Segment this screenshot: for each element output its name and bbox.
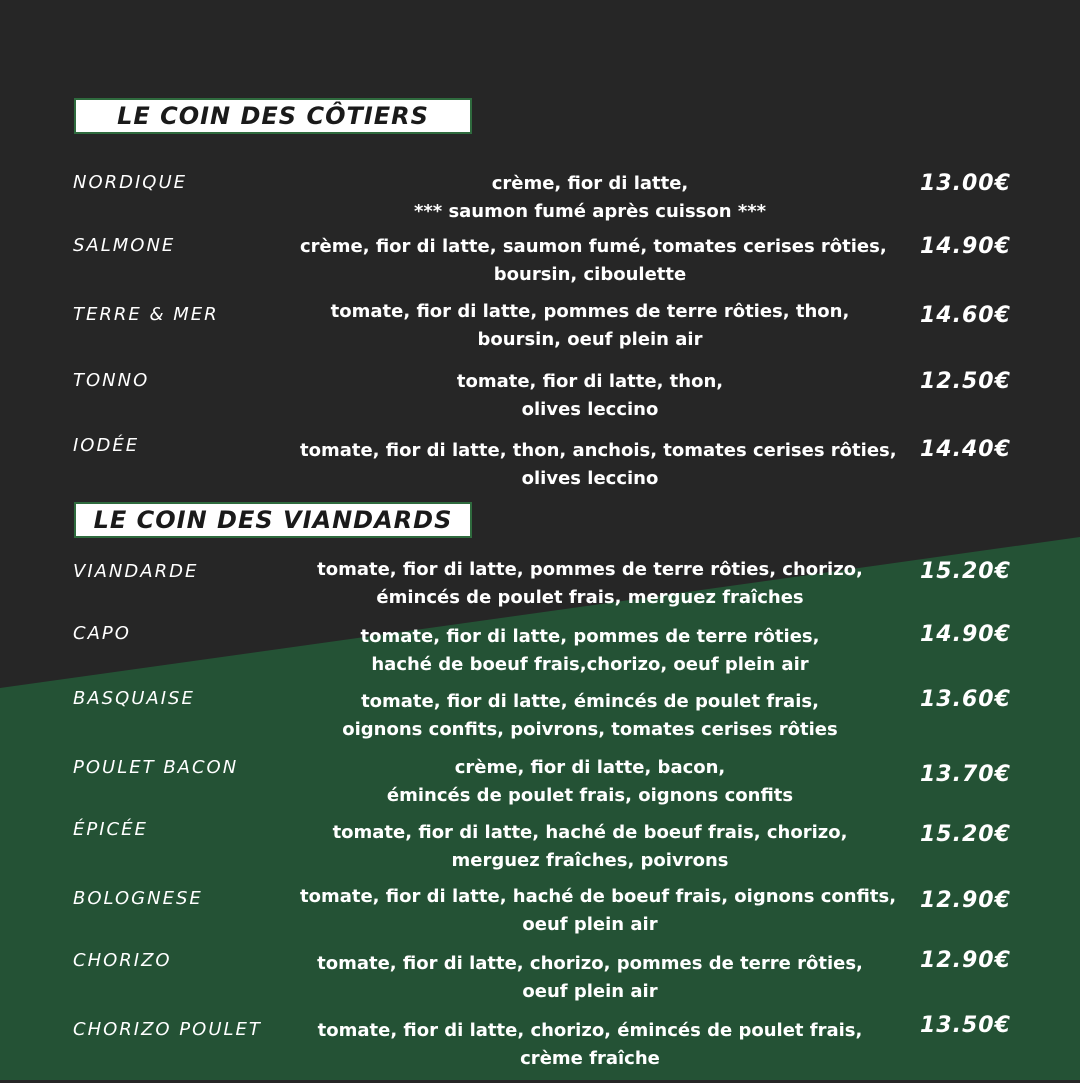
item-description: tomate, fior di latte, pommes de terre rôties, haché de boeuf frais,chorizo, oeuf plein air (360, 626, 820, 675)
item-price: 14.90€ (920, 622, 1011, 647)
item-name: TERRE & MER (73, 304, 219, 325)
menu-item-chorizo-poulet (0, 1013, 1080, 1083)
item-price: 15.20€ (920, 559, 1011, 584)
item-name: ÉPICÉE (73, 819, 148, 840)
item-name: VIANDARDE (73, 561, 199, 582)
menu-item-poulet-bacon (0, 754, 1080, 820)
menu-item-capo (0, 623, 1080, 689)
menu-item-basquaise (0, 688, 1080, 754)
item-name: CHORIZO POULET (73, 1019, 262, 1040)
item-price: 13.00€ (920, 171, 1011, 196)
menu-item-terre-mer (0, 298, 1080, 364)
item-price: 13.50€ (920, 1013, 1011, 1038)
section-title-cotiers: LE COIN DES CÔTIERS (74, 98, 472, 134)
menu-item-viandarde (0, 556, 1080, 622)
item-description: tomate, fior di latte, chorizo, pommes de terre rôties, oeuf plein air (317, 953, 863, 1002)
item-description: tomate, fior di latte, haché de boeuf frais, chorizo, merguez fraîches, poivrons (332, 822, 848, 871)
item-description: tomate, fior di latte, haché de boeuf frais, oignons confits, oeuf plein air (300, 886, 897, 935)
item-price: 12.90€ (920, 888, 1011, 913)
section-title-viandards: LE COIN DES VIANDARDS (74, 502, 472, 538)
item-price: 14.40€ (920, 437, 1011, 462)
item-name: NORDIQUE (73, 172, 188, 193)
item-price: 13.60€ (920, 687, 1011, 712)
item-name: POULET BACON (73, 757, 239, 778)
item-name: CAPO (73, 623, 131, 644)
menu-item-iodee (0, 437, 1080, 503)
menu-item-tonno (0, 368, 1080, 434)
menu-item-chorizo (0, 950, 1080, 1016)
item-description: tomate, fior di latte, émincés de poulet frais, oignons confits, poivrons, tomates cerises rôties (342, 691, 838, 740)
item-name: SALMONE (73, 235, 176, 256)
item-description: tomate, fior di latte, pommes de terre rôties, chorizo, émincés de poulet frais, merguez fraîches (317, 559, 863, 608)
menu-item-bolognese (0, 883, 1080, 949)
item-description: tomate, fior di latte, thon, olives leccino (456, 371, 724, 420)
item-price: 15.20€ (920, 822, 1011, 847)
menu-item-salmone (0, 233, 1080, 299)
item-price: 14.60€ (920, 303, 1011, 328)
menu-item-epicee (0, 819, 1080, 885)
item-description: crème, fior di latte, *** saumon fumé après cuisson *** (413, 173, 767, 222)
item-price: 12.90€ (920, 948, 1011, 973)
item-name: CHORIZO (73, 950, 172, 971)
item-name: BASQUAISE (73, 688, 195, 709)
item-description: crème, fior di latte, saumon fumé, tomates cerises rôties, boursin, ciboulette (300, 236, 887, 285)
item-price: 13.70€ (920, 762, 1011, 787)
item-name: IODÉE (73, 435, 140, 456)
item-description: crème, fior di latte, bacon, émincés de poulet frais, oignons confits (386, 757, 794, 806)
item-name: TONNO (73, 370, 150, 391)
item-description: tomate, fior di latte, pommes de terre rôties, thon, boursin, oeuf plein air (330, 301, 850, 350)
item-description: tomate, fior di latte, thon, anchois, tomates cerises rôties, olives leccino (300, 440, 897, 489)
item-price: 12.50€ (920, 369, 1011, 394)
item-name: BOLOGNESE (73, 888, 203, 909)
item-description: tomate, fior di latte, chorizo, émincés de poulet frais, crème fraîche (317, 1020, 863, 1069)
menu-item-nordique (0, 170, 1080, 236)
item-price: 14.90€ (920, 234, 1011, 259)
